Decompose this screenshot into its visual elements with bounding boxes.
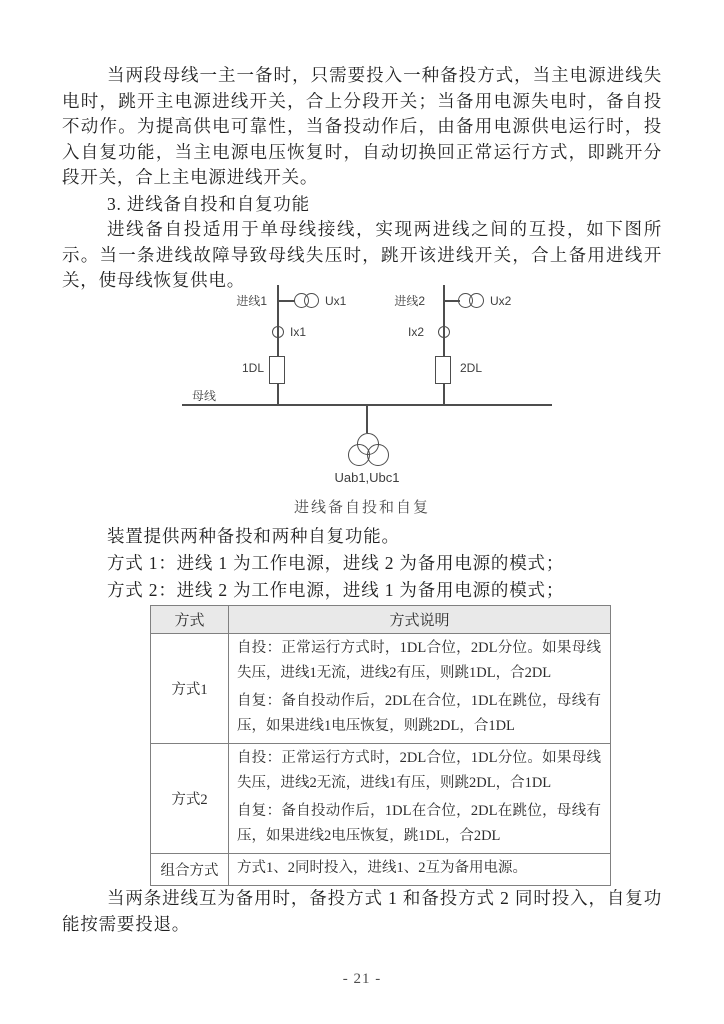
mode1-cell: 方式1 <box>151 634 229 744</box>
paragraph-feeder-backup-intro: 进线备自投适用于单母线接线，实现两进线之间的互投，如下图所示。当一条进线故障导致母线失压时，跳开该进线开关，合上备用进线开关，使母线恢复供电。 <box>62 219 662 290</box>
mode-description-table <box>150 605 611 886</box>
bus-pt-icon <box>367 444 389 466</box>
mode1-description-cell <box>229 634 611 744</box>
ix1-ct-icon <box>272 326 284 338</box>
table-row-mode1 <box>151 634 611 744</box>
ix2-label: Ix2 <box>407 325 424 339</box>
busbar-label: 母线 <box>192 389 217 403</box>
bus-pt-drop-line <box>366 406 368 433</box>
mode1-auto-restore-text: 自复：备自投动作后，2DL在合位，1DL在跳位，母线有压，如果进线1电压恢复，则跳2DL，合1DL <box>237 693 601 734</box>
feeder2-label: 进线2 <box>394 294 425 308</box>
figure-caption: 进线备自投和自复 <box>293 500 430 516</box>
bus-pt-label: Uab1,Ubc1 <box>334 470 400 485</box>
paragraph-mutual-backup: 当两条进线互为备用时，备投方式 1 和备投方式 2 同时投入，自复功能按需要投退。 <box>62 888 662 934</box>
mode1-auto-switch-text: 自投：正常运行方式时，1DL合位，2DL分位。如果母线失压，进线1无流，进线2有压，则跳1DL，合2DL <box>237 640 601 681</box>
breaker2-icon <box>435 356 451 384</box>
ux2-vt-icon <box>469 293 484 308</box>
table-row-combined <box>151 854 611 886</box>
mode2-definition: 方式 2：进线 2 为工作电源，进线 1 为备用电源的模式； <box>107 580 565 600</box>
feeder1-line <box>277 285 279 405</box>
mode2-description-cell <box>229 744 611 854</box>
ux1-tap-line <box>278 300 295 302</box>
mode2-cell: 方式2 <box>151 744 229 854</box>
ix1-label: Ix1 <box>290 325 307 339</box>
paragraph-bus-backup-mode: 当两段母线一主一备时，只需要投入一种备投方式，当主电源进线失电时，跳开主电源进线开关，合上分段开关；当备用电源失电时，备自投不动作。为提高供电可靠性，当备投动作后，由备用电源供电运行时，投入自复功能，当主电源电压恢复时，自动切换回正常运行方式，即跳开分段开关，合上主电源进线开关。 <box>62 65 662 187</box>
mode2-auto-switch-text: 自投：正常运行方式时，2DL合位，1DL分位。如果母线失压，进线2无流，进线1有压，则跳2DL，合1DL <box>237 750 601 791</box>
feeder1-label: 进线1 <box>236 294 267 308</box>
combined-mode-text: 方式1、2同时投入，进线1、2互为备用电源。 <box>237 860 527 876</box>
table-header-row <box>151 606 611 634</box>
ix2-ct-icon <box>438 326 450 338</box>
breaker1-label: 1DL <box>241 361 264 375</box>
section-heading-feeder-backup: 3. 进线备自投和自复功能 <box>107 194 310 214</box>
breaker1-icon <box>269 356 285 384</box>
ux2-label: Ux2 <box>490 294 512 308</box>
breaker2-label: 2DL <box>460 361 483 375</box>
mode1-definition: 方式 1：进线 1 为工作电源，进线 2 为备用电源的模式； <box>107 553 565 573</box>
combined-mode-description-cell <box>229 854 611 886</box>
table-row-mode2 <box>151 744 611 854</box>
ux1-vt-icon <box>304 293 319 308</box>
combined-mode-cell: 组合方式 <box>151 854 229 886</box>
page-number: - 21 - <box>342 971 382 987</box>
table-header-mode: 方式 <box>151 606 229 634</box>
paragraph-two-modes: 装置提供两种备投和两种自复功能。 <box>107 526 400 546</box>
table-header-description: 方式说明 <box>229 606 611 634</box>
single-line-diagram <box>62 285 662 485</box>
mode2-auto-restore-text: 自复：备自投动作后，1DL在合位，2DL在跳位，母线有压，如果进线2电压恢复，跳1DL，合2DL <box>237 803 601 844</box>
ux1-label: Ux1 <box>325 294 347 308</box>
feeder2-line <box>443 285 445 405</box>
